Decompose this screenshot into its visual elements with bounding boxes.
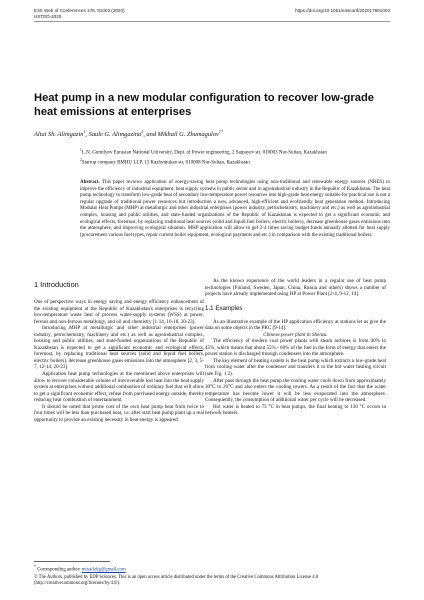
license-notice: © The Authors, published by EDP Sciences. This is an open access article distributed under the terms of the Creative Commons Attribution License 4.0 (http://creativecommons.org/licenses/by/4.0/). xyxy=(34,575,319,586)
author-name: Saule G. Alimgazina xyxy=(88,131,142,139)
author-separator: , and xyxy=(143,131,158,139)
header-rule xyxy=(34,21,390,22)
paragraph: The key element of heating system is the heat pump which extracts a low-grade heat from cooling water after the condenser and transfers it to the hot water heating circuit (see Fig. 1.2). xyxy=(205,357,386,378)
paper-title: Heat pump in a new modular configuration to recover low-grade heat emissions at enterprises xyxy=(34,92,375,118)
paragraph xyxy=(34,325,204,371)
abstract-label: Abstract. xyxy=(80,180,100,185)
affiliation-text: L.N. Gumilyov Eurasian National University, Dept. of Power engineering, 2 Satpayev str, 010003 Nur-Sultan, Kazakhstan xyxy=(81,150,327,156)
paragraph: Hot water is heated to 75 °C in heat pumps, the final heating to 130 °C occurs in network heaters. xyxy=(205,403,386,417)
abstract xyxy=(80,180,390,239)
author-email-link[interactable]: mixailzhg@gmail.com xyxy=(81,567,126,573)
footnote-label: Corresponding author: xyxy=(37,567,82,573)
footnote xyxy=(34,564,390,574)
section-heading: 1 Introduction xyxy=(34,280,79,289)
underlined-text: significant economic and ecological effects xyxy=(108,344,203,351)
author-affil-marker: 2 xyxy=(141,129,144,134)
abstract-text: This paper reviews application of energy-saving heat pump technologies using non-traditional and renewable energy sources (NRES) to improve the efficiency of industrial equipment, heat supply systems in public sector and in agroindustrial industry in the Republic of Kazakhstan. The heat pump technology to transform low-grade heat of secondary low-temperature power resources into high-grade heat energy suitable for practical use is not a regular upgrade of traditional power resources but introduction a new, advanced, high-efficient and ecofriendly heat generation method. Introducing Modular Heat Pumps (MHP) at metallurgic and other industrial enterprises (power industry, petrochemistry, machinery and etc.) as well as agroindustrial complex, housing and public utilities, and state-funded organizations of the Republic of Kazakhstan is expected to get a significant economic and ecological effects, foremost, by replacing traditional heat sources (solid and liquid fuel boilers, electric boilers), decrease greenhouse gases emissions into the atmosphere, and improving ecological situation. MHP application will allow to get 2-4 times saving budget funds annually allotted for heat supply (procurement various fuel types, repair current boiler equipment, ecological payments and etc.) in comparison with the existing traditional boilers. xyxy=(80,180,390,238)
affiliations xyxy=(80,147,400,167)
author-affil-marker: 1* xyxy=(218,129,223,134)
left-column xyxy=(34,278,204,423)
paragraph: After pass through the heat pump the cooling water cools down from approximately 30°C to 26°C and also enters the cooling towers. As a result of the fact that the water temperature has become lower it will be less evaporated into the atmosphere. Consequently, the consumption of additional water per cycle will be decreased. xyxy=(205,377,386,404)
journal-citation: E3S Web of Conferences 178, 01003 (2020) xyxy=(34,8,125,13)
author-name: Mikhail G. Zhumagulov xyxy=(157,131,219,139)
paragraph-text: Introducing MHP at metallurgic and other industrial enterprises (power industry, petrochemistry, machinery and etc.) as well as agroindustrial complex, housing and public utilities, and state-funded organizations of the Republic of Kazakhstan is expected to get a xyxy=(34,325,204,351)
footnote-rule xyxy=(34,561,110,562)
affiliation-marker: 1 xyxy=(80,148,82,152)
paragraph: The efficiency of modern coal power plants with steam turbines is from 40% to 45%, which means that about 55% - 60% of the fuel in the form of energy that enters the power station is discharged through condensers into the atmosphere. xyxy=(205,338,386,358)
running-head xyxy=(34,8,390,19)
doi-link[interactable]: https://doi.org/10.1051/e3sconf/202017801003 xyxy=(294,8,390,13)
author-list xyxy=(34,128,390,139)
subsection-heading: 1.1 Examples xyxy=(205,304,243,312)
affiliation xyxy=(80,157,400,167)
affiliation-text: Startup company BMHU LLP, 13 Kazhymukan str, 010008 Nur-Sultan, Kazakhstan xyxy=(81,160,250,166)
affiliation xyxy=(80,147,400,157)
paragraph-text: , foremost, by replacing traditional heat sources (solid and liquid fuel boilers, electric boilers), decrease greenhouse gases emissions into the atmosphere [2, 3, 5-7, 12-14, 20-23]. xyxy=(34,344,204,371)
author-affil-marker: 1 xyxy=(83,129,86,134)
footnote-marker: * xyxy=(34,564,36,569)
conference-name: HSTED-2020 xyxy=(34,13,62,19)
author-name: Altai Sh. Alimgazin xyxy=(34,131,84,139)
right-column xyxy=(205,278,386,417)
italic-caption: Chinese power plant in Shenzu. xyxy=(263,331,328,338)
paragraph: It should be noted that prime cost of the own heat pump heat from twice to four times will be less than purchased heat, i.e. after start heat pump plant up a real opportunity to provide an existing necessity in heat energy is appeared. xyxy=(34,403,204,423)
paragraph: Application heat pump technologies at the mentioned above enterprises will allow to recover considerable volume of irrecoverable lost heat into the heat supply system at enterprises without additional combustion of ordinary fuel that will allow to get a significant economic effect, refuse from purchased energy outside, thereby reducing heat combustion of entertainment. xyxy=(34,371,205,404)
paragraph: One of perspective ways in energy saving and energy efficiency enhancement of the existing equipment at the Republic of Kazakhstan's enterprises is recycling low-temperature waste heat of process water-supply systems (WSS) at power, ferrous and non-ferrous metallurgy, and oil and chemistry [1-14, 16-18, 20-23]. xyxy=(34,299,204,325)
author-separator: , xyxy=(85,131,89,139)
affiliation-marker: 2 xyxy=(80,157,82,162)
paragraph: As an illustrative example of the HP application efficiency at stations let us give the data on some objects in the PRC [9-14]. xyxy=(205,318,386,332)
paragraph: As the known experience of the world leaders in a regular use of heat pump technologies (Finland, Sweden, Japan, China, Russia and others) shows a number of projects have already implemented using HP at Power Plant [2-4, 9-12, 14]. xyxy=(205,278,386,298)
